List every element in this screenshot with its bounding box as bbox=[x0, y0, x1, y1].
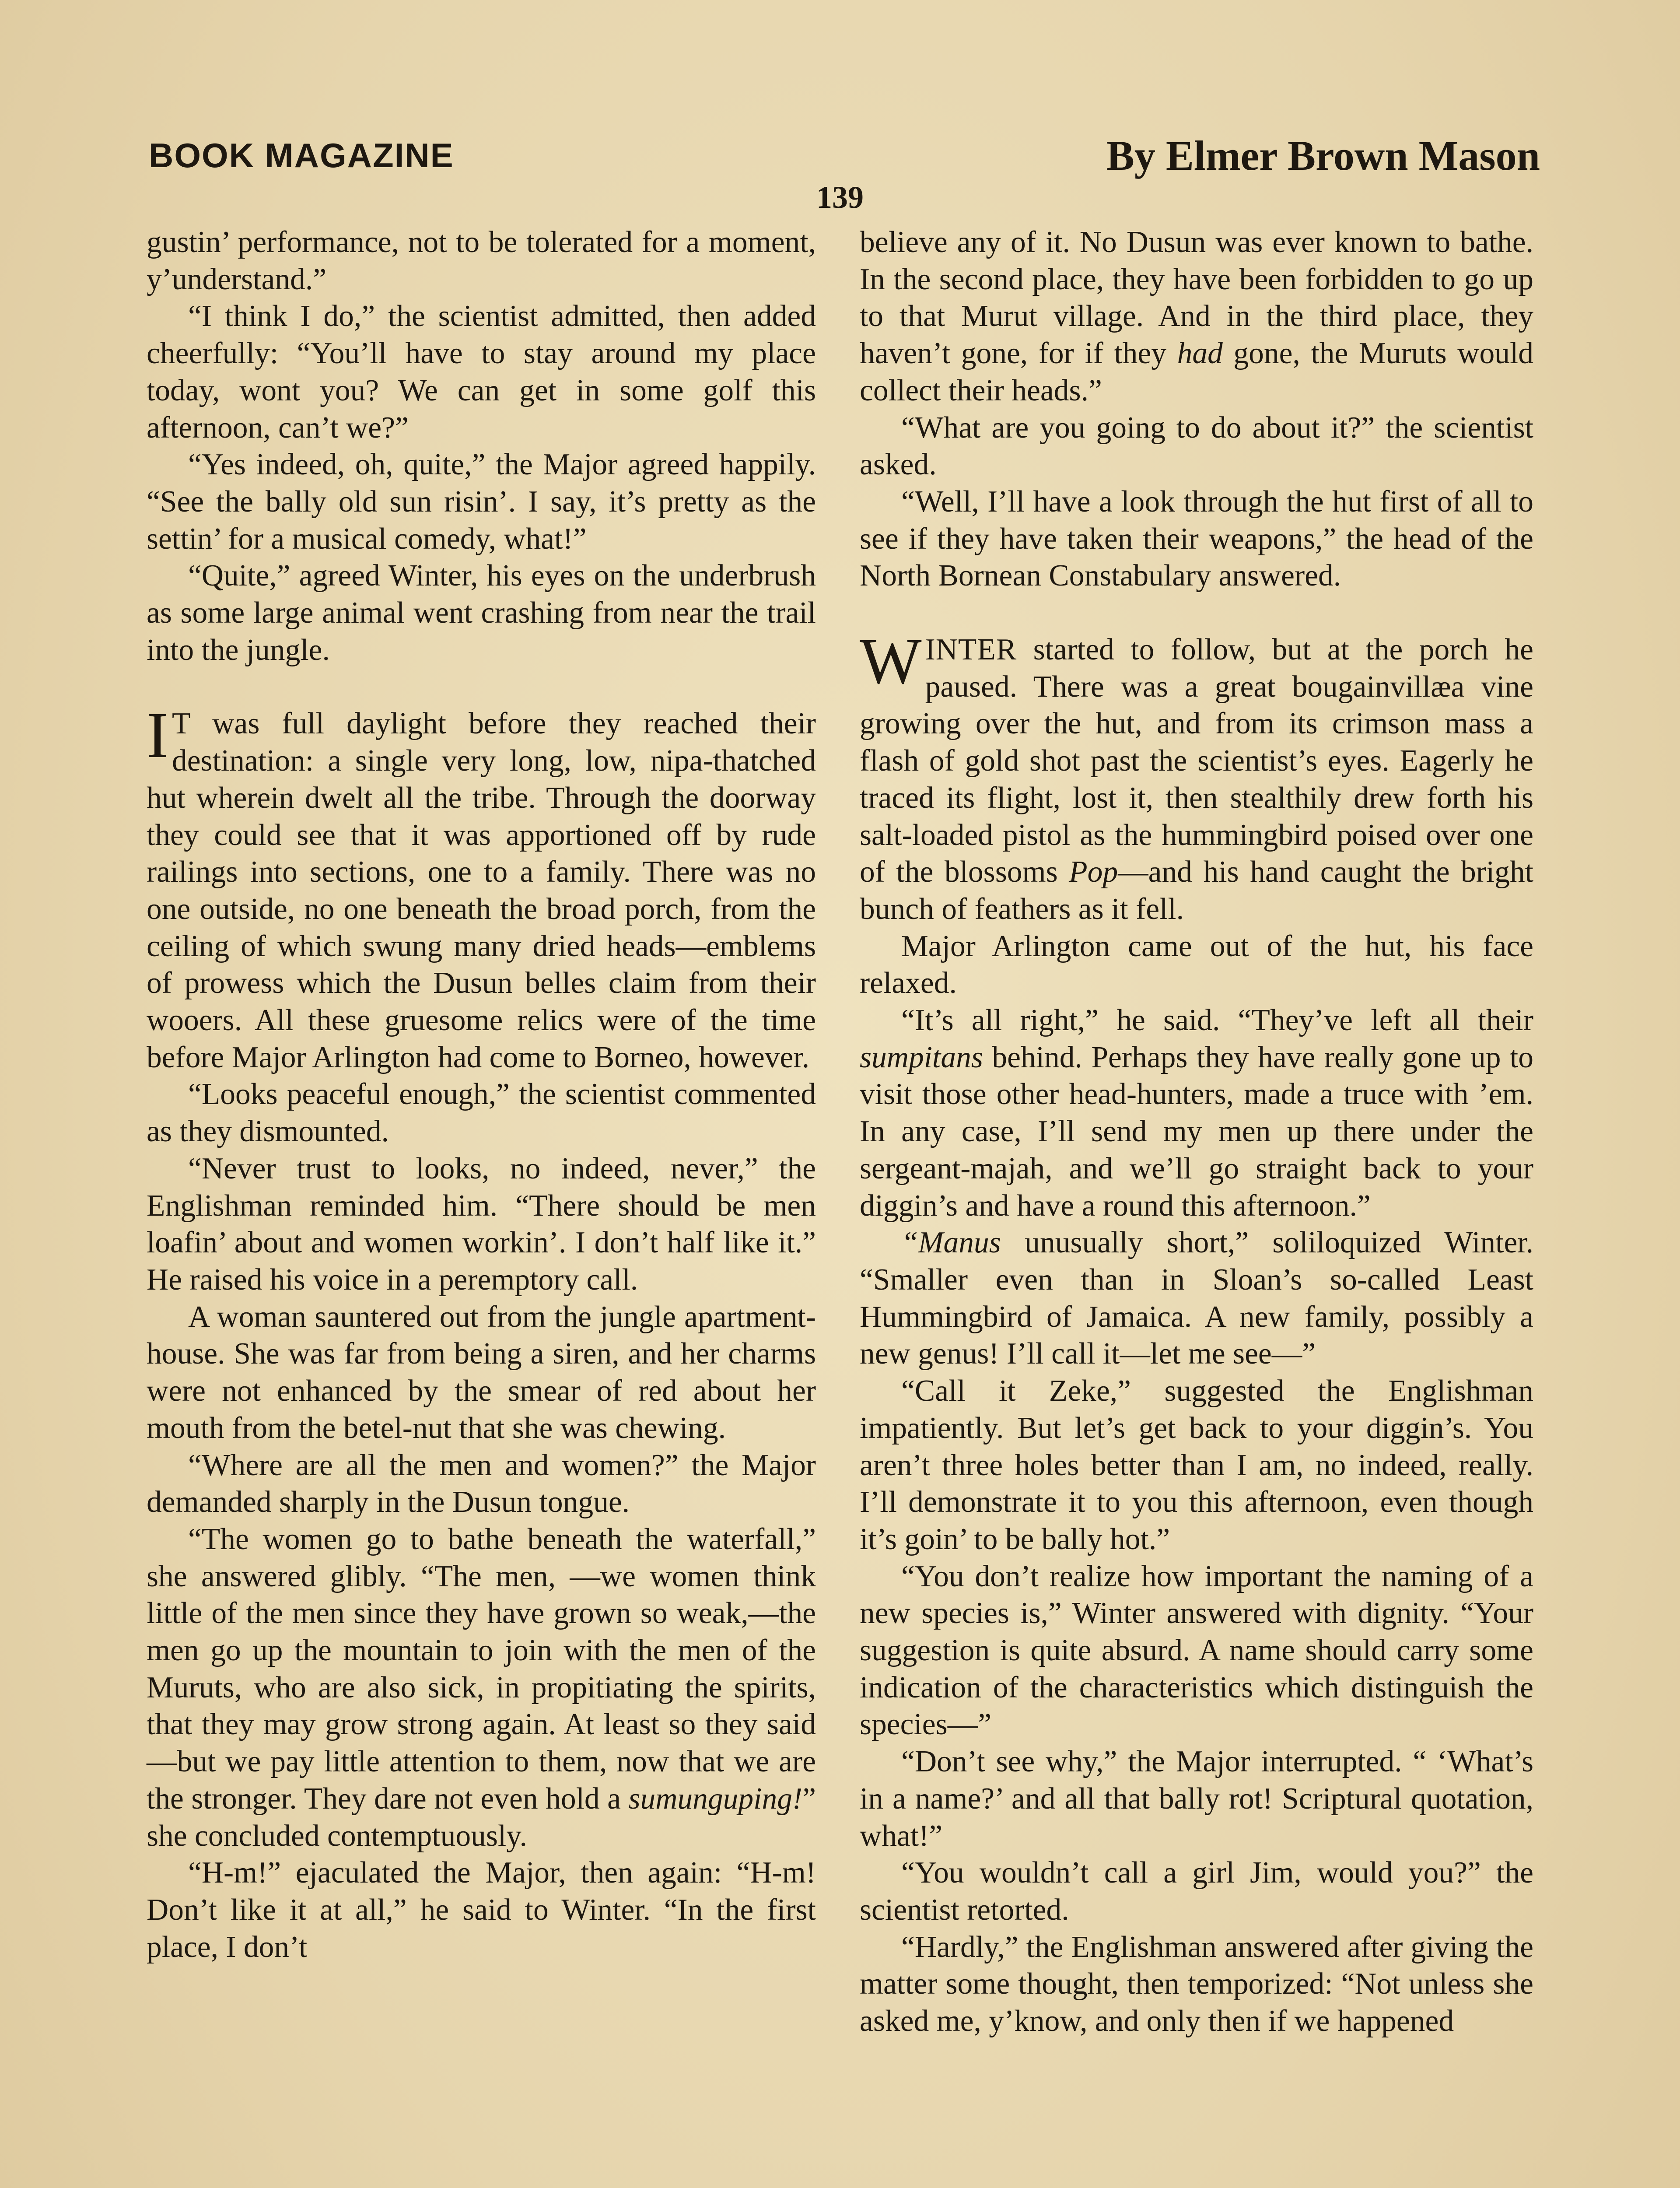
paragraph: “Call it Zeke,” suggested the Englishman impatiently. But let’s get back to your diggin’s. You aren’t three holes better than I am, no indeed, really. I’ll demonstrate it to you this afternoon, even though it’s goin’ to be bally hot.” bbox=[860, 1374, 1533, 1556]
section-opening-paragraph bbox=[860, 625, 1533, 928]
paragraph: “You don’t realize how important the naming of a new species is,” Winter answered with dignity. “Your suggestion is quite absurd. A name should carry some indication of the characteristics which distinguish the species—” bbox=[860, 1559, 1533, 1742]
page-header bbox=[149, 131, 1540, 184]
paragraph: “Yes indeed, oh, quite,” the Major agreed happily. “See the bally old sun risin’. I say, it’s pretty as the settin’ for a musical comedy, what!” bbox=[147, 448, 816, 556]
paragraph: gustin’ performance, not to be tolerated for a moment, y’understand.” bbox=[147, 225, 816, 296]
paragraph: A woman sauntered out from the jungle apartment-house. She was far from being a siren, and her charms were not enhanced by the smear of red about her mouth from the betel-nut that she was chewing. bbox=[147, 1300, 816, 1445]
paragraph-text: —and his hand caught the bright bunch of feathers as it fell. bbox=[860, 855, 1533, 926]
small-caps-word: INTER bbox=[925, 633, 1017, 667]
paragraph: “Never trust to looks, no indeed, never,” the Englishman reminded him. “There should be men loafin’ about and women workin’. I don’t half like it.” He raised his voice in a peremptory call. bbox=[147, 1151, 816, 1297]
paragraph bbox=[147, 1521, 816, 1855]
paragraph: “Quite,” agreed Winter, his eyes on the underbrush as some large animal went crashing from near the trail into the jungle. bbox=[147, 559, 816, 667]
section-opening-paragraph bbox=[147, 699, 816, 1076]
paragraph-text: gone, the Muruts would collect their heads.” bbox=[860, 337, 1533, 407]
paragraph: “Where are all the men and women?” the Major demanded sharply in the Dusun tongue. bbox=[147, 1448, 816, 1519]
paragraph-text: ” she concluded contemptuously. bbox=[147, 1781, 816, 1853]
paragraph: “Don’t see why,” the Major interrupted. “ ‘What’s in a name?’ and all that bally rot! Scriptural quotation, what!” bbox=[860, 1745, 1533, 1853]
magazine-title: BOOK MAGAZINE bbox=[149, 136, 454, 175]
drop-cap: W bbox=[860, 625, 922, 698]
author-byline: By Elmer Brown Mason bbox=[1106, 132, 1540, 179]
paragraph-text: unusually short,” soliloquized Winter. “Smaller even than in Sloan’s so-called Least Hummingbird of Jamaica. A new family, possibly a new genus! I’ll call it—let me see—” bbox=[860, 1226, 1533, 1371]
paragraph: “I think I do,” the scientist admitted, then added cheerfully: “You’ll have to stay around my place today, wont you? We can get in some golf this afternoon, can’t we?” bbox=[147, 299, 816, 445]
paragraph: “Looks peaceful enough,” the scientist commented as they dismounted. bbox=[147, 1077, 816, 1149]
paragraph-text: “The women go to bathe beneath the waterfall,” she answered glibly. “The men, —we women think little of the men since they have grown so weak,—the men go up the mountain to join with the men of the Muruts, who are also sick, in propitiating the spirits, that they may grow strong again. At least so they said—but we pay little attention to them, now that we are the stronger. They dare not even hold a bbox=[147, 1522, 816, 1816]
paragraph bbox=[860, 224, 1533, 410]
paragraph: “Hardly,” the Englishman answered after giving the matter some thought, then temporized: “Not unless she asked me, y’know, and only then if we happened bbox=[860, 1930, 1533, 2038]
italic-word: Pop bbox=[1069, 855, 1118, 889]
paragraph-text: “It’s all right,” he said. “They’ve left all their bbox=[901, 1003, 1533, 1038]
page-number: 139 bbox=[816, 180, 864, 215]
paragraph-text: T was full daylight before they reached their destination: a single very long, low, nipa-thatched hut wherein dwelt all the tribe. Through the doorway they could see that it was apportioned off by rude railings into sections, one to a family. There was no one outside, no one beneath the broad porch, from the ceiling of which swung many dried heads—emblems of prowess which the Dusun belles claim from their wooers. All these gruesome relics were of the time before Major Arlington had come to Borneo, however. bbox=[147, 707, 816, 1074]
paragraph-text: started to follow, but at the porch he paused. There was a great bougainvillæa vine growing over the hut, and from its crimson mass a flash of gold shot past the scientist’s eyes. Eagerly he traced its flight, lost it, then stealthily drew forth his salt-loaded pistol as the hummingbird poised over one of the blossoms bbox=[860, 633, 1533, 889]
paragraph: “H-m!” ejaculated the Major, then again: “H-m! Don’t like it at all,” he said to Winter. “In the first place, I don’t bbox=[147, 1856, 816, 1964]
italic-word: sumunguping! bbox=[628, 1781, 803, 1816]
paragraph: “You wouldn’t call a girl Jim, would you?” the scientist retorted. bbox=[860, 1856, 1533, 1927]
paragraph: “Well, I’ll have a look through the hut first of all to see if they have taken their weapons,” the head of the North Bornean Constabulary answered. bbox=[860, 484, 1533, 593]
italic-word: “Manus bbox=[901, 1226, 1001, 1260]
italic-word: had bbox=[1177, 337, 1223, 371]
italic-word: sumpitans bbox=[860, 1040, 983, 1074]
left-column bbox=[147, 224, 816, 2188]
paragraph bbox=[860, 1224, 1533, 1373]
right-column bbox=[860, 224, 1533, 2188]
paragraph-text: behind. Perhaps they have really gone up to visit those other head-hunters, made a truce with ’em. In any case, I’ll send my men up there under the sergeant-majah, and we’ll go straight back to your diggin’s and have a round this afternoon.” bbox=[860, 1040, 1533, 1223]
paragraph bbox=[860, 1002, 1533, 1224]
paragraph-text: believe any of it. No Dusun was ever known to bathe. In the second place, they have been forbidden to go up to that Murut village. And in the third place, they haven’t gone, for if they bbox=[860, 225, 1533, 371]
paragraph: “What are you going to do about it?” the scientist asked. bbox=[860, 410, 1533, 482]
drop-cap: I bbox=[147, 699, 168, 772]
paragraph: Major Arlington came out of the hut, his face relaxed. bbox=[860, 929, 1533, 1000]
